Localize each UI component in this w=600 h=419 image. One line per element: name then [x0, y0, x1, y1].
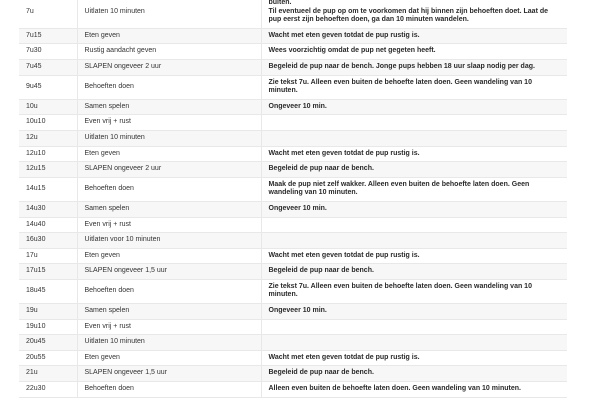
note-cell	[261, 115, 567, 131]
note-cell	[261, 162, 567, 178]
time-cell: 18u45	[19, 279, 77, 303]
note-cell	[261, 335, 567, 351]
note-cell	[261, 279, 567, 303]
time-cell: 12u10	[19, 146, 77, 162]
note-cell	[261, 146, 567, 162]
time-cell: 16u30	[19, 233, 77, 249]
table-row	[19, 382, 567, 398]
time-cell: 7u30	[19, 44, 77, 60]
activity-cell: SLAPEN ongeveer 1,5 uur	[77, 366, 261, 382]
note-line: Begeleid de pup naar de bench.	[268, 369, 374, 377]
time-cell: 10u	[19, 99, 77, 115]
note-cell	[261, 99, 567, 115]
time-cell: 17u	[19, 248, 77, 264]
activity-cell: SLAPEN ongeveer 2 uur	[77, 59, 261, 75]
note-line: Wacht met eten geven totdat de pup rustig is.	[268, 149, 420, 157]
note-line: Begeleid de pup naar de bench.	[268, 165, 374, 173]
note-cell	[261, 304, 567, 320]
note-cell	[261, 217, 567, 233]
table-row	[19, 248, 567, 264]
table-row	[19, 264, 567, 280]
note-line: Ongeveer 10 min.	[268, 307, 327, 315]
note-cell	[261, 382, 567, 398]
table-row	[19, 217, 567, 233]
puppy-schedule-table	[19, 0, 567, 398]
note-cell	[261, 350, 567, 366]
activity-cell: Behoeften doen	[77, 279, 261, 303]
activity-cell: Uitlaten voor 10 minuten	[77, 233, 261, 249]
note-cell	[261, 233, 567, 249]
table-row	[19, 115, 567, 131]
note-cell	[261, 201, 567, 217]
table-row	[19, 319, 567, 335]
activity-cell: Samen spelen	[77, 201, 261, 217]
time-cell: 19u10	[19, 319, 77, 335]
time-cell: 19u	[19, 304, 77, 320]
table-row	[19, 0, 567, 28]
note-cell	[261, 248, 567, 264]
note-cell	[261, 130, 567, 146]
activity-cell: Even vrij + rust	[77, 319, 261, 335]
activity-cell: Eten geven	[77, 350, 261, 366]
table-row	[19, 75, 567, 99]
time-cell: 20u45	[19, 335, 77, 351]
activity-cell: Even vrij + rust	[77, 115, 261, 131]
time-cell: 9u45	[19, 75, 77, 99]
note-cell	[261, 366, 567, 382]
note-line: buiten.	[268, 0, 292, 6]
activity-cell: Uitlaten 10 minuten	[77, 335, 261, 351]
table-row	[19, 335, 567, 351]
note-cell	[261, 319, 567, 335]
note-line: Til eventueel de pup op om te voorkomen dat hij binnen zijn behoeften doet. Laat de pup eerst zijn behoeften doen, ga dan 10 minuten wandelen.	[268, 7, 549, 24]
note-cell	[261, 28, 567, 44]
activity-cell: Even vrij + rust	[77, 217, 261, 233]
note-cell	[261, 75, 567, 99]
activity-cell: Uitlaten 10 minuten	[77, 0, 261, 28]
table-row	[19, 99, 567, 115]
activity-cell: Samen spelen	[77, 304, 261, 320]
table-row	[19, 304, 567, 320]
table-row	[19, 233, 567, 249]
note-line: Wees voorzichtig omdat de pup net gegeten heeft.	[268, 47, 436, 55]
time-cell: 17u15	[19, 264, 77, 280]
table-row	[19, 201, 567, 217]
activity-cell: Eten geven	[77, 146, 261, 162]
note-line: Ongeveer 10 min.	[268, 102, 327, 110]
time-cell: 7u45	[19, 59, 77, 75]
note-line: Alleen even buiten de behoefte laten doen. Geen wandeling van 10 minuten.	[268, 385, 521, 393]
note-line: Wacht met eten geven totdat de pup rustig is.	[268, 31, 420, 39]
note-line: Wacht met eten geven totdat de pup rustig is.	[268, 251, 420, 259]
table-row	[19, 177, 567, 201]
activity-cell: Behoeften doen	[77, 382, 261, 398]
table-row	[19, 146, 567, 162]
activity-cell: SLAPEN ongeveer 2 uur	[77, 162, 261, 178]
time-cell: 12u	[19, 130, 77, 146]
note-line: Begeleid de pup naar de bench.	[268, 267, 374, 275]
activity-cell: Behoeften doen	[77, 75, 261, 99]
note-line: Zie tekst 7u. Alleen even buiten de behoefte laten doen. Geen wandeling van 10 minuten.	[268, 282, 532, 299]
note-line: Zie tekst 7u. Alleen even buiten de behoefte laten doen. Geen wandeling van 10 minuten.	[268, 78, 532, 95]
table-row	[19, 350, 567, 366]
table-row	[19, 279, 567, 303]
note-line: Wacht met eten geven totdat de pup rustig is.	[268, 353, 420, 361]
activity-cell: Eten geven	[77, 28, 261, 44]
activity-cell: Samen spelen	[77, 99, 261, 115]
time-cell: 7u	[19, 0, 77, 28]
schedule-body	[19, 0, 567, 397]
table-row	[19, 44, 567, 60]
note-line: Begeleid de pup naar de bench. Jonge pups hebben 18 uur slaap nodig per dag.	[268, 62, 535, 70]
table-row	[19, 366, 567, 382]
time-cell: 10u10	[19, 115, 77, 131]
note-cell	[261, 44, 567, 60]
note-line: Maak de pup niet zelf wakker. Alleen even buiten de behoefte laten doen. Geen wandeling van 10 minuten.	[268, 180, 530, 197]
note-line: Ongeveer 10 min.	[268, 204, 327, 212]
activity-cell: Eten geven	[77, 248, 261, 264]
time-cell: 14u30	[19, 201, 77, 217]
activity-cell: Uitlaten 10 minuten	[77, 130, 261, 146]
time-cell: 14u40	[19, 217, 77, 233]
activity-cell: SLAPEN ongeveer 1,5 uur	[77, 264, 261, 280]
activity-cell: Rustig aandacht geven	[77, 44, 261, 60]
table-row	[19, 59, 567, 75]
note-cell	[261, 59, 567, 75]
time-cell: 20u55	[19, 350, 77, 366]
note-cell	[261, 0, 567, 28]
time-cell: 14u15	[19, 177, 77, 201]
table-row	[19, 162, 567, 178]
time-cell: 7u15	[19, 28, 77, 44]
time-cell: 12u15	[19, 162, 77, 178]
time-cell: 21u	[19, 366, 77, 382]
activity-cell: Behoeften doen	[77, 177, 261, 201]
time-cell: 22u30	[19, 382, 77, 398]
table-row	[19, 28, 567, 44]
table-row	[19, 130, 567, 146]
note-cell	[261, 177, 567, 201]
note-cell	[261, 264, 567, 280]
